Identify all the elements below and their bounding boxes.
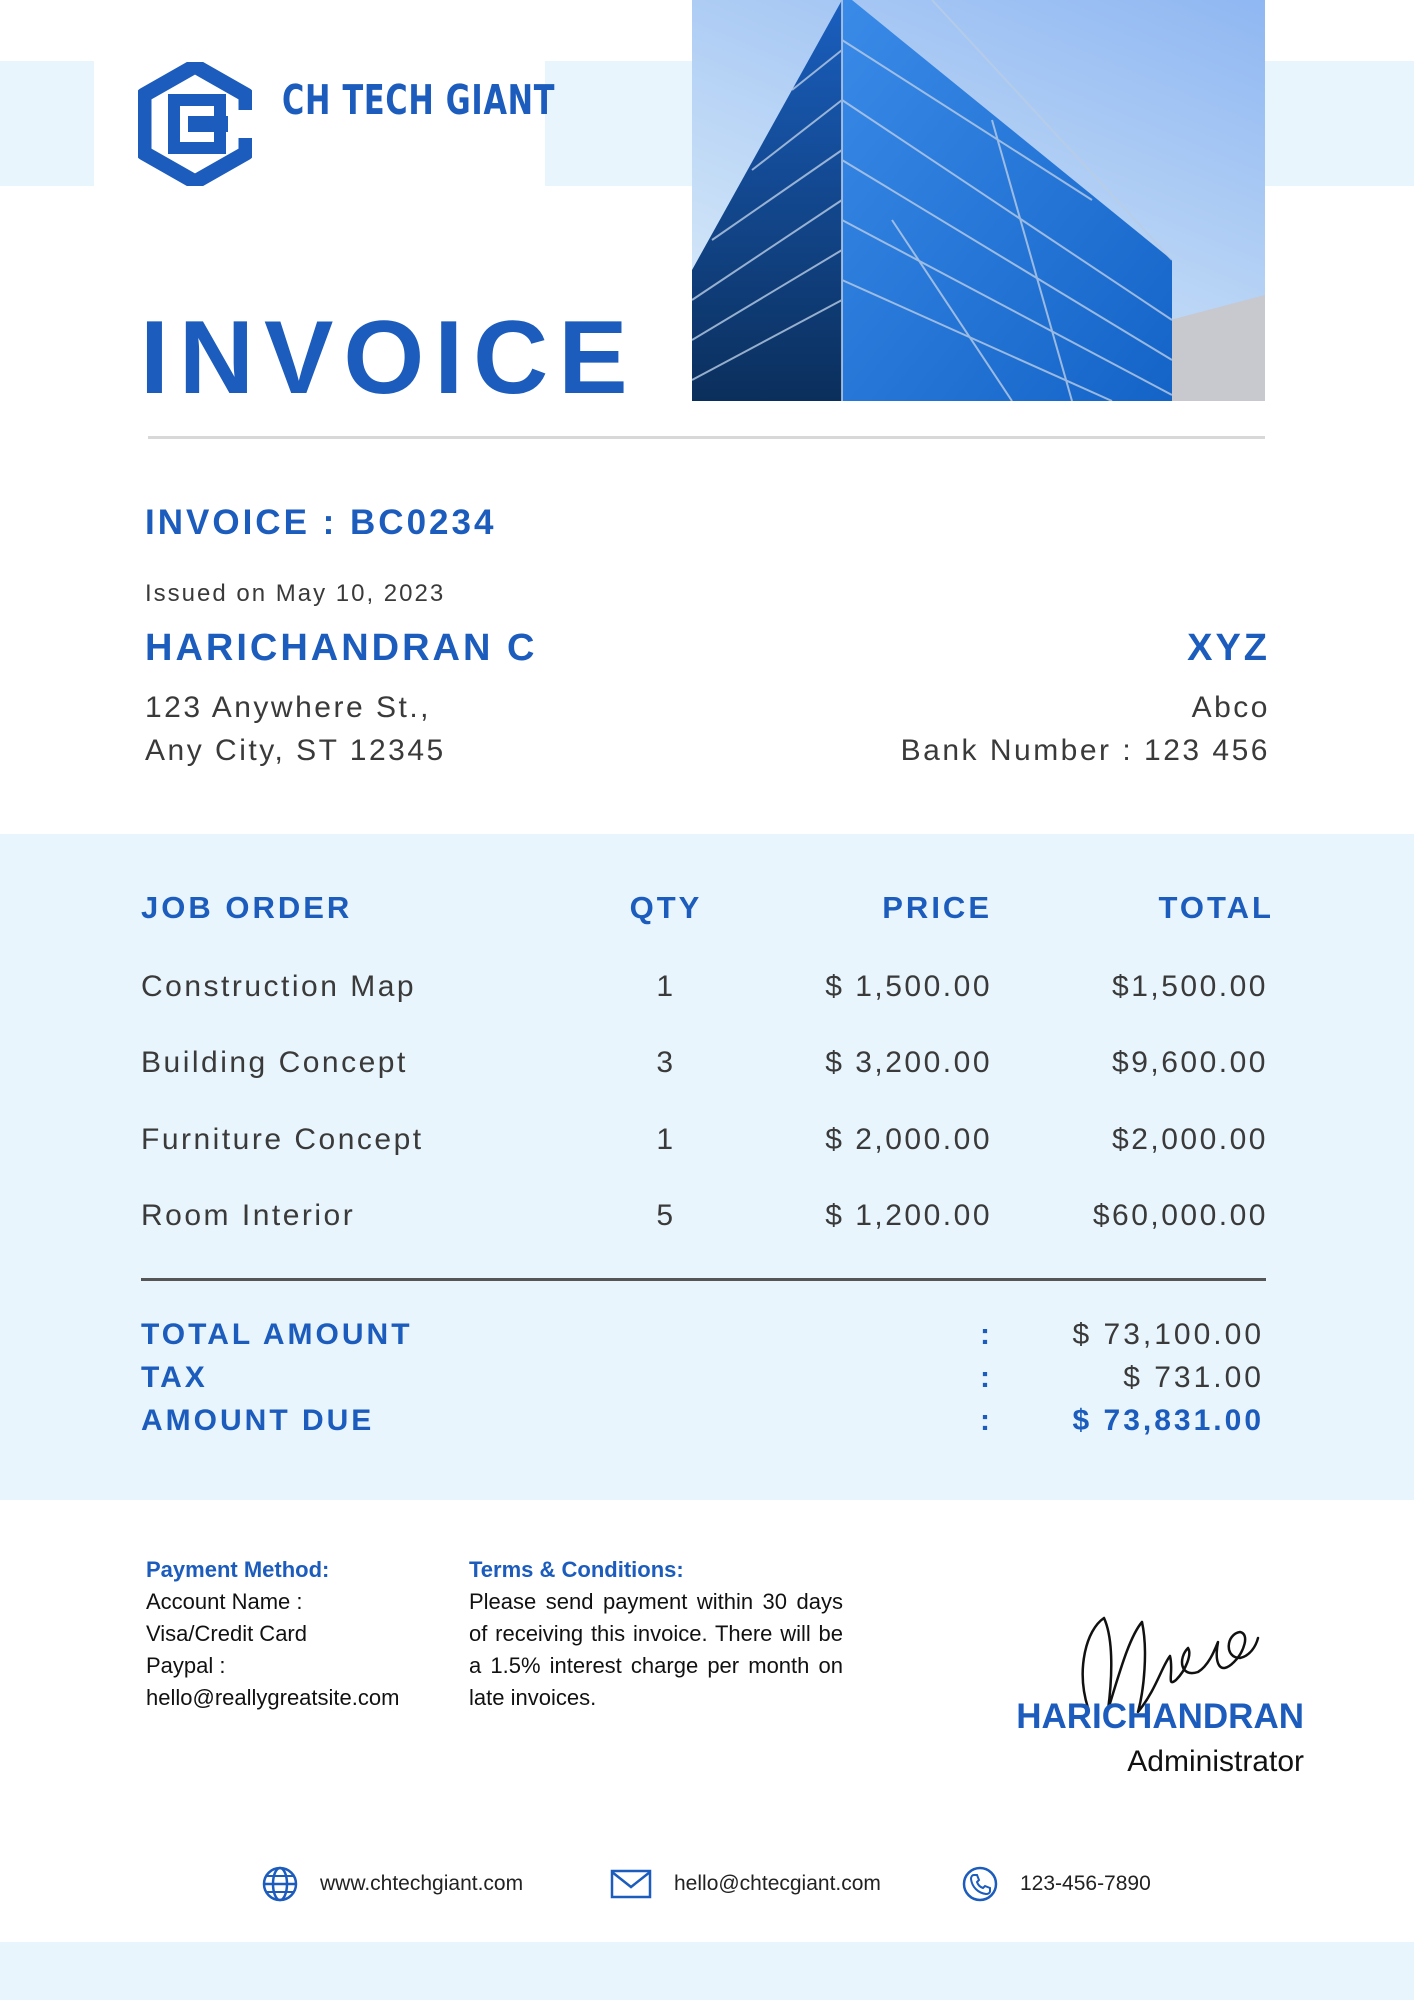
table-row xyxy=(0,970,1414,1010)
signatory-name: HARICHANDRAN xyxy=(1016,1697,1304,1736)
colon: : xyxy=(980,1318,993,1351)
amount-due-label: AMOUNT DUE xyxy=(141,1404,375,1437)
colon: : xyxy=(980,1404,993,1437)
totals-divider xyxy=(141,1278,1266,1281)
client-name: HARICHANDRAN C xyxy=(145,627,538,669)
payment-line: Visa/Credit Card xyxy=(146,1621,307,1646)
tax-value: $ 731.00 xyxy=(1123,1361,1264,1394)
company-logo-icon xyxy=(138,62,252,186)
signatory-role: Administrator xyxy=(1127,1745,1304,1778)
cell-total: $60,000.00 xyxy=(1092,1199,1268,1232)
cell-total: $2,000.00 xyxy=(1112,1123,1268,1156)
cell-price: $ 1,500.00 xyxy=(825,970,992,1003)
cell-job: Construction Map xyxy=(141,970,417,1003)
contact-email[interactable] xyxy=(610,1864,881,1904)
invoice-title: INVOICE xyxy=(140,300,638,416)
column-header-job: JOB ORDER xyxy=(141,890,353,925)
divider xyxy=(148,436,1265,439)
bank-details xyxy=(901,686,1270,772)
cell-qty: 1 xyxy=(656,1123,676,1156)
cell-qty: 3 xyxy=(656,1046,676,1079)
tax-label: TAX xyxy=(141,1361,208,1394)
total-amount-value: $ 73,100.00 xyxy=(1072,1318,1264,1351)
terms-text: Please send payment within 30 days of receiving this invoice. There will be a 1.5% interest charge per month on late invoices. xyxy=(469,1589,843,1710)
terms-conditions xyxy=(469,1554,843,1714)
bank-name: XYZ xyxy=(1187,627,1270,669)
column-header-price: PRICE xyxy=(882,890,992,925)
amount-due-value: $ 73,831.00 xyxy=(1072,1404,1264,1437)
cell-job: Furniture Concept xyxy=(141,1123,424,1156)
table-row xyxy=(0,1199,1414,1239)
cell-price: $ 3,200.00 xyxy=(825,1046,992,1079)
cell-total: $1,500.00 xyxy=(1112,970,1268,1003)
mail-icon xyxy=(610,1869,652,1899)
cell-qty: 5 xyxy=(656,1199,676,1232)
summary-total xyxy=(0,1318,1414,1358)
payment-method xyxy=(146,1554,436,1714)
building-photo xyxy=(692,0,1265,401)
payment-heading: Payment Method: xyxy=(146,1557,330,1582)
cell-job: Building Concept xyxy=(141,1046,408,1079)
company-name: CH TECH GIANT xyxy=(282,76,556,124)
invoice-number: INVOICE : BC0234 xyxy=(145,503,497,542)
column-header-qty: QTY xyxy=(629,890,703,925)
terms-heading: Terms & Conditions: xyxy=(469,1557,684,1582)
table-row xyxy=(0,1123,1414,1163)
total-amount-label: TOTAL AMOUNT xyxy=(141,1318,413,1351)
contact-website[interactable] xyxy=(262,1864,523,1904)
cell-qty: 1 xyxy=(656,970,676,1003)
website-text[interactable]: www.chtechgiant.com xyxy=(320,1872,524,1895)
payment-line: Paypal : xyxy=(146,1653,226,1678)
cell-price: $ 1,200.00 xyxy=(825,1199,992,1232)
colon: : xyxy=(980,1361,993,1394)
cell-total: $9,600.00 xyxy=(1112,1046,1268,1079)
footer-band xyxy=(0,1942,1414,2000)
client-address-line1: 123 Anywhere St., xyxy=(145,691,431,724)
globe-icon xyxy=(262,1866,298,1902)
email-text[interactable]: hello@chtecgiant.com xyxy=(674,1872,881,1895)
bank-number: Bank Number : 123 456 xyxy=(900,734,1270,767)
cell-job: Room Interior xyxy=(141,1199,356,1232)
payment-email: hello@reallygreatsite.com xyxy=(146,1685,400,1710)
header-band-left xyxy=(0,61,94,186)
phone-icon xyxy=(962,1866,998,1902)
cell-price: $ 2,000.00 xyxy=(825,1123,992,1156)
summary-due xyxy=(0,1404,1414,1444)
summary-tax xyxy=(0,1361,1414,1401)
client-address xyxy=(145,686,446,772)
issue-date: Issued on May 10, 2023 xyxy=(145,580,446,607)
table-row xyxy=(0,1046,1414,1086)
phone-text[interactable]: 123-456-7890 xyxy=(1020,1872,1151,1895)
client-address-line2: Any City, ST 12345 xyxy=(145,734,446,767)
bank-branch: Abco xyxy=(1191,691,1270,724)
payment-line: Account Name : xyxy=(146,1589,303,1614)
contact-phone[interactable] xyxy=(962,1864,1151,1904)
column-header-total: TOTAL xyxy=(1158,890,1274,925)
